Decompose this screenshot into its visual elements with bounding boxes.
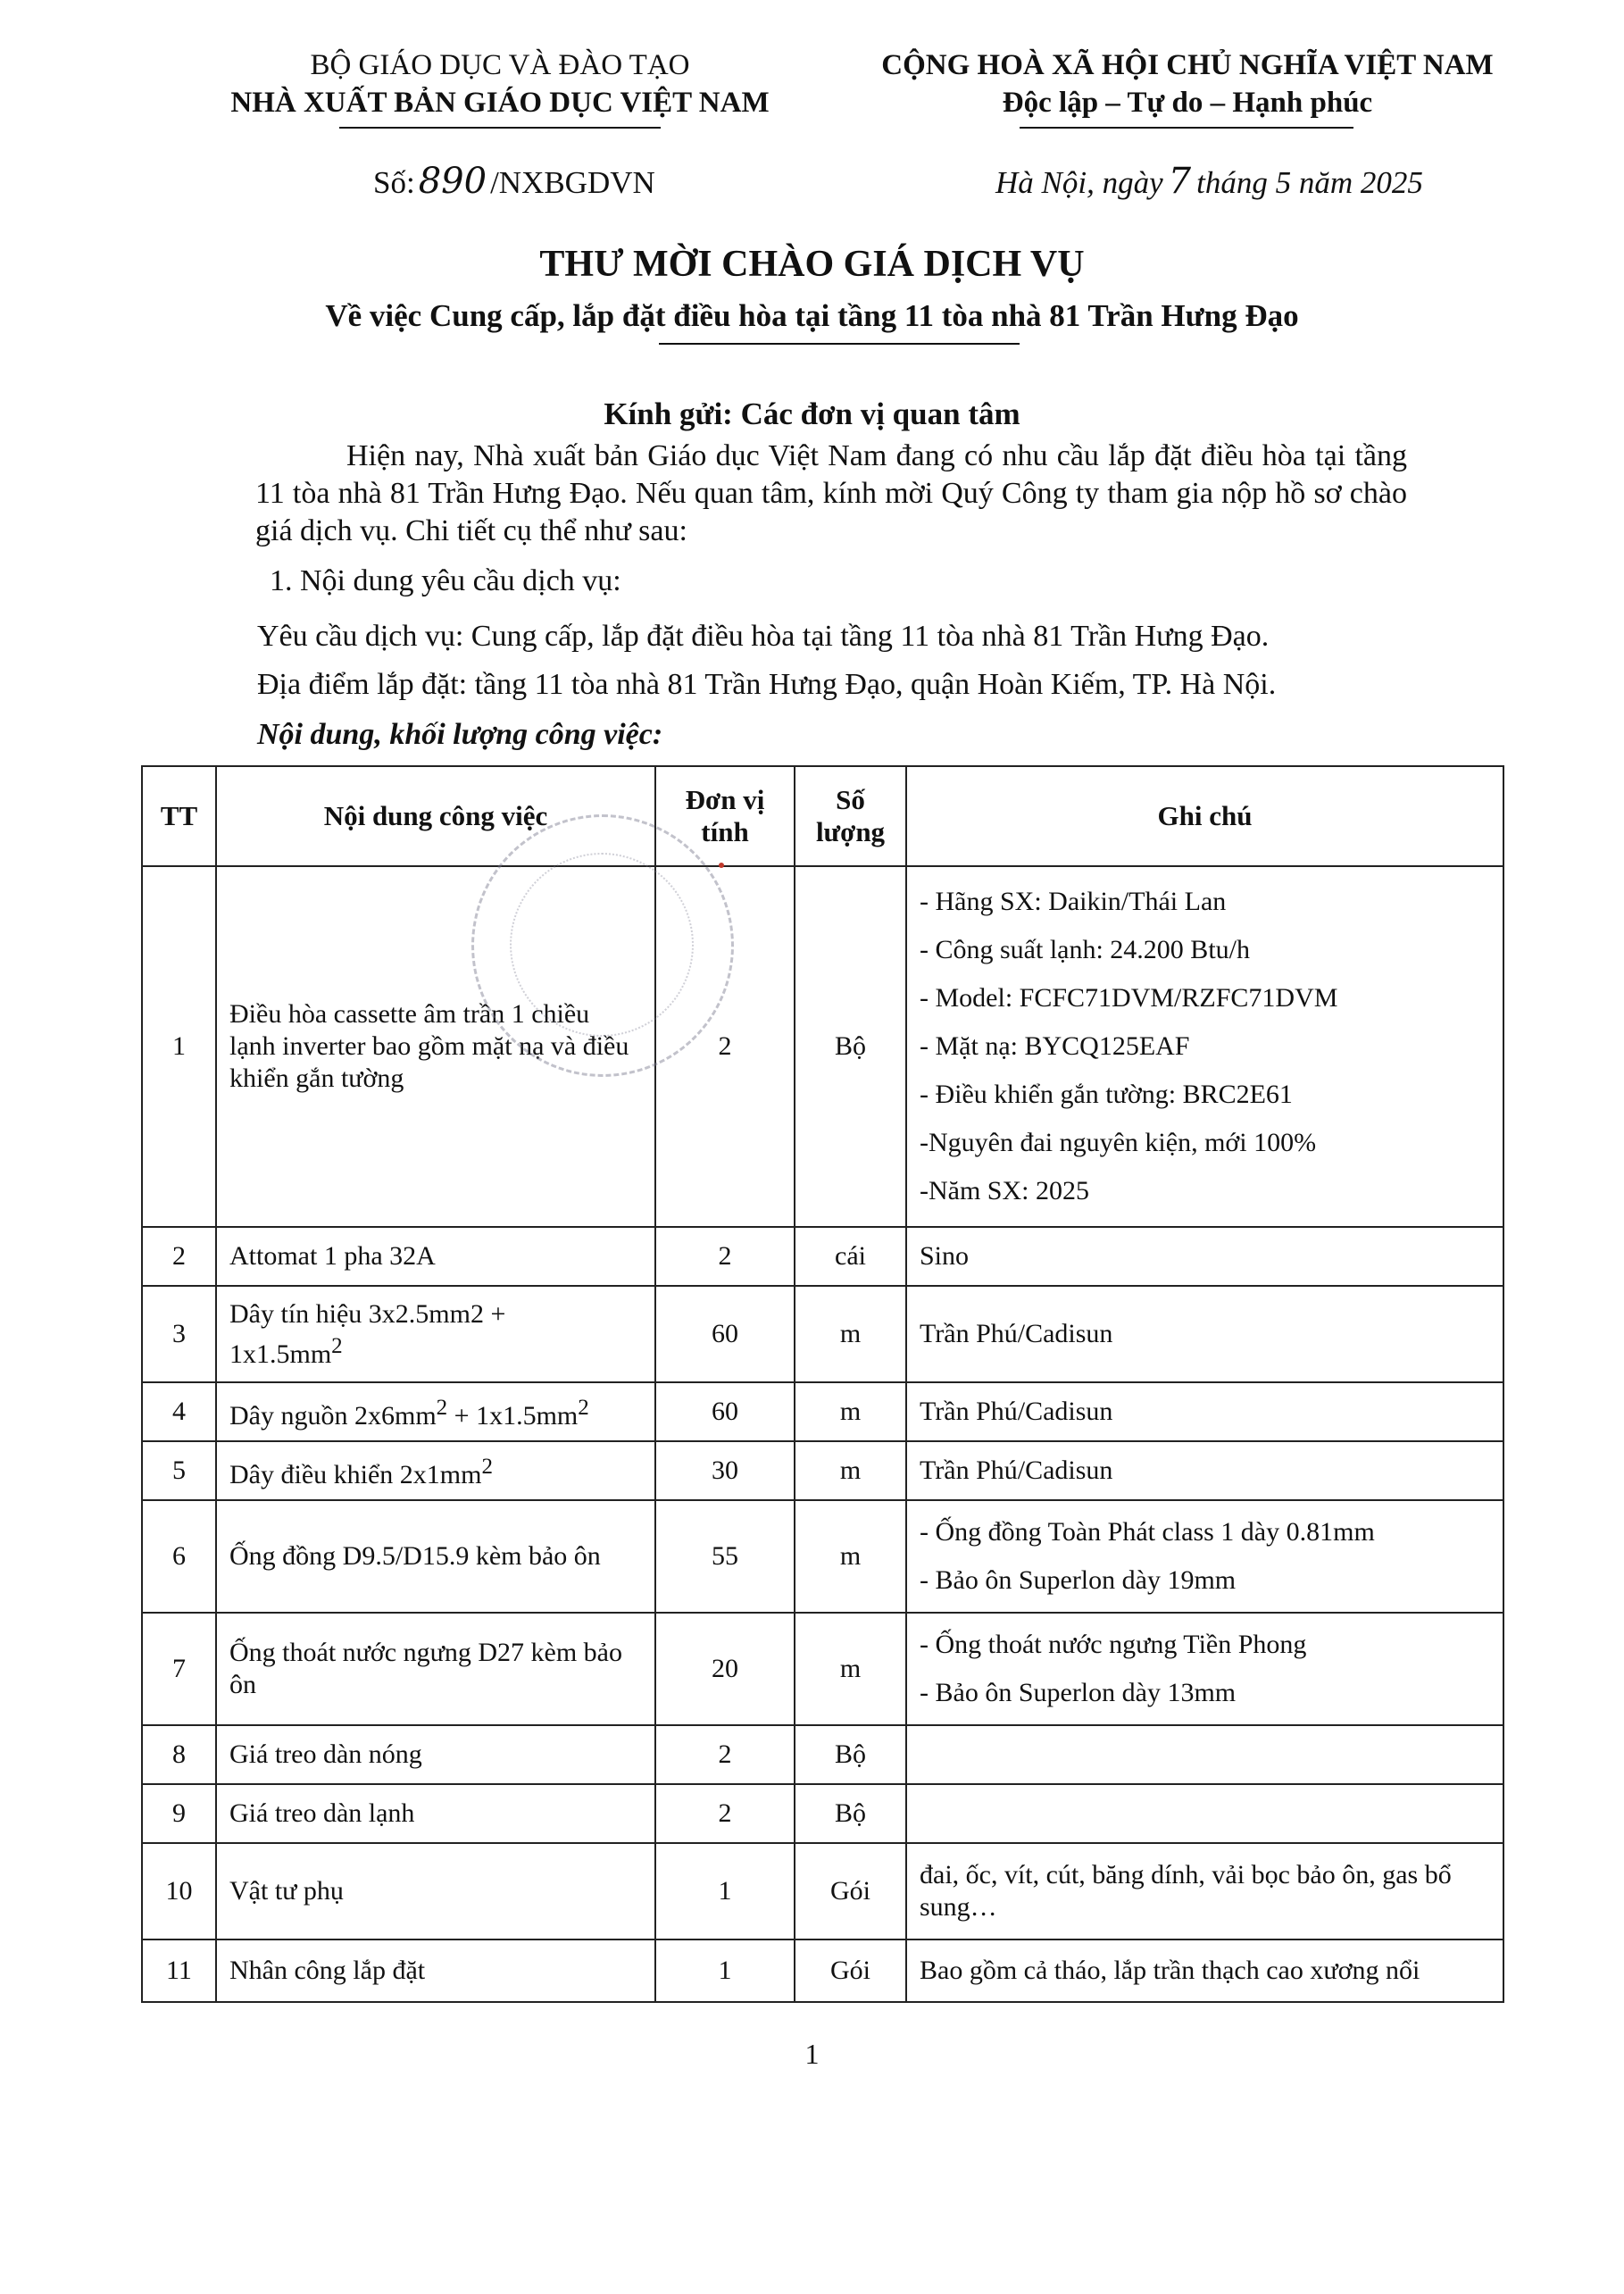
table-row bbox=[142, 1382, 1503, 1441]
table-row bbox=[142, 1725, 1503, 1784]
table-row bbox=[142, 1286, 1503, 1382]
org-name: NHÀ XUẤT BẢN GIÁO DỤC VIỆT NAM bbox=[230, 87, 770, 119]
row-content-sup: 2 bbox=[481, 1454, 493, 1479]
seal-inner-ring bbox=[510, 853, 694, 1037]
row-content: Ống đồng D9.5/D15.9 kèm bảo ôn bbox=[216, 1500, 655, 1613]
row-notes bbox=[906, 1500, 1503, 1613]
row-qty: 1 bbox=[655, 1939, 795, 2002]
note-line: - Hãng SX: Daikin/Thái Lan bbox=[920, 887, 1227, 916]
table-row bbox=[142, 1843, 1503, 1939]
row-qty: 55 bbox=[655, 1500, 795, 1613]
org-parent: BỘ GIÁO DỤC VÀ ĐÀO TẠO bbox=[310, 49, 690, 81]
row-unit: Gói bbox=[795, 1939, 906, 2002]
row-content-sup: 2 bbox=[331, 1333, 343, 1358]
row-content: Nhân công lắp đặt bbox=[216, 1939, 655, 2002]
row-tt: 7 bbox=[142, 1613, 216, 1725]
row-content bbox=[216, 1286, 655, 1382]
row-notes bbox=[906, 1725, 1503, 1784]
row-unit: m bbox=[795, 1441, 906, 1500]
row-content-text: 1x1.5mm bbox=[229, 1339, 332, 1369]
doc-number-suffix: /NXBGDVN bbox=[490, 165, 655, 200]
row-qty: 1 bbox=[655, 1843, 795, 1939]
national-header bbox=[839, 46, 1536, 121]
row-unit: Bộ bbox=[795, 1725, 906, 1784]
greeting: Kính gửi: Các đơn vị quan tâm bbox=[604, 396, 1020, 431]
row-unit: Bộ bbox=[795, 1784, 906, 1843]
work-table bbox=[141, 765, 1504, 2003]
note-line: - Model: FCFC71DVM/RZFC71DVM bbox=[920, 983, 1338, 1013]
row-content: Ống thoát nước ngưng D27 kèm bảo ôn bbox=[216, 1613, 655, 1725]
note-line: -Năm SX: 2025 bbox=[920, 1176, 1089, 1205]
motto-underline bbox=[1020, 127, 1353, 129]
row-notes: Bao gồm cả tháo, lắp trần thạch cao xương nổi bbox=[906, 1939, 1503, 2002]
page-number: 1 bbox=[804, 2038, 820, 2070]
row-qty: 2 bbox=[655, 1725, 795, 1784]
row-content bbox=[216, 1382, 655, 1441]
row-content-line1: Dây tín hiệu 3x2.5mm2 + bbox=[229, 1298, 506, 1329]
doc-number-value: 890 bbox=[418, 161, 487, 202]
header-note: Ghi chú bbox=[906, 766, 1503, 866]
table-header-row bbox=[142, 766, 1503, 866]
row-qty: 20 bbox=[655, 1613, 795, 1725]
subtitle-underline bbox=[659, 343, 1020, 345]
row-content: Attomat 1 pha 32A bbox=[216, 1227, 655, 1286]
row-notes: Sino bbox=[906, 1227, 1503, 1286]
row-qty: 2 bbox=[655, 1227, 795, 1286]
header-qty-line2: lượng bbox=[815, 816, 886, 847]
table-title: Nội dung, khối lượng công việc: bbox=[257, 718, 663, 751]
faint-seal-stamp bbox=[471, 814, 734, 1077]
doc-number-prefix: Số: bbox=[373, 165, 415, 200]
table-row bbox=[142, 1500, 1503, 1613]
org-underline bbox=[339, 127, 661, 129]
row-notes bbox=[906, 866, 1503, 1227]
row-tt: 5 bbox=[142, 1441, 216, 1500]
header-qty bbox=[795, 766, 906, 866]
row-notes: Trần Phú/Cadisun bbox=[906, 1441, 1503, 1500]
intro-text: Hiện nay, Nhà xuất bản Giáo dục Việt Nam đang có nhu cầu lắp đặt điều hòa tại tầng 11 tòa nhà 81 Trần Hưng Đạo. Nếu quan tâm, kính mời Quý Công ty tham gia nộp hồ sơ chào giá dịch vụ. Chi tiết cụ thể như sau: bbox=[255, 439, 1407, 547]
national-motto: Độc lập – Tự do – Hạnh phúc bbox=[1002, 87, 1373, 119]
row-unit: m bbox=[795, 1500, 906, 1613]
table-row bbox=[142, 1939, 1503, 2002]
table-row bbox=[142, 1784, 1503, 1843]
row-unit: m bbox=[795, 1613, 906, 1725]
row-tt: 9 bbox=[142, 1784, 216, 1843]
table-row bbox=[142, 1227, 1503, 1286]
row-notes: Trần Phú/Cadisun bbox=[906, 1382, 1503, 1441]
row-tt: 10 bbox=[142, 1843, 216, 1939]
row-notes bbox=[906, 1784, 1503, 1843]
date-suffix: tháng 5 năm 2025 bbox=[1196, 165, 1423, 200]
row-qty: 60 bbox=[655, 1382, 795, 1441]
section-1-heading: 1. Nội dung yêu cầu dịch vụ: bbox=[270, 564, 621, 597]
org-header bbox=[223, 46, 777, 121]
table-row bbox=[142, 1613, 1503, 1725]
row-unit: m bbox=[795, 1382, 906, 1441]
note-line: - Điều khiển gắn tường: BRC2E61 bbox=[920, 1080, 1293, 1109]
issue-date bbox=[995, 161, 1423, 202]
row-notes: đai, ốc, vít, cút, băng dính, vải bọc bảo ôn, gas bổ sung… bbox=[906, 1843, 1503, 1939]
row-content: Giá treo dàn lạnh bbox=[216, 1784, 655, 1843]
row-tt: 3 bbox=[142, 1286, 216, 1382]
row-qty: 2 bbox=[655, 1784, 795, 1843]
row-content-text: Dây nguồn 2x6mm bbox=[229, 1400, 437, 1431]
country-name: CỘNG HOÀ XÃ HỘI CHỦ NGHĨA VIỆT NAM bbox=[881, 49, 1494, 81]
row-unit: Gói bbox=[795, 1843, 906, 1939]
row-qty: 60 bbox=[655, 1286, 795, 1382]
row-content: Điều hòa cassette âm trần 1 chiều lạnh inverter bao gồm mặt nạ và điều khiển gắn tường bbox=[216, 866, 655, 1227]
document-subtitle: Về việc Cung cấp, lắp đặt điều hòa tại tầng 11 tòa nhà 81 Trần Hưng Đạo bbox=[325, 298, 1299, 333]
document-number bbox=[373, 161, 655, 202]
red-ink-dot bbox=[719, 863, 724, 868]
header-tt: TT bbox=[142, 766, 216, 866]
row-content-sup: 2 bbox=[436, 1395, 448, 1420]
note-line: - Ống đồng Toàn Phát class 1 dày 0.81mm bbox=[920, 1517, 1375, 1547]
header-qty-line1: Số bbox=[836, 784, 865, 815]
note-line: - Bảo ôn Superlon dày 19mm bbox=[920, 1565, 1237, 1595]
note-line: - Mặt nạ: BYCQ125EAF bbox=[920, 1031, 1190, 1061]
note-line: - Ống thoát nước ngưng Tiền Phong bbox=[920, 1630, 1307, 1659]
row-content-sup: 2 bbox=[578, 1395, 589, 1420]
row-tt: 4 bbox=[142, 1382, 216, 1441]
note-line: - Bảo ôn Superlon dày 13mm bbox=[920, 1678, 1237, 1707]
document-title: THƯ MỜI CHÀO GIÁ DỊCH VỤ bbox=[539, 244, 1085, 285]
row-tt: 11 bbox=[142, 1939, 216, 2002]
note-line: -Nguyên đai nguyên kiện, mới 100% bbox=[920, 1128, 1317, 1157]
row-content: Giá treo dàn nóng bbox=[216, 1725, 655, 1784]
row-content: Vật tư phụ bbox=[216, 1843, 655, 1939]
row-content-line2 bbox=[229, 1331, 642, 1371]
row-unit: cái bbox=[795, 1227, 906, 1286]
row-notes: Trần Phú/Cadisun bbox=[906, 1286, 1503, 1382]
install-location: Địa điểm lắp đặt: tầng 11 tòa nhà 81 Trần Hưng Đạo, quận Hoàn Kiếm, TP. Hà Nội. bbox=[257, 668, 1277, 701]
table-row bbox=[142, 1441, 1503, 1500]
header-content: Nội dung công việc bbox=[216, 766, 655, 866]
row-content-text: + 1x1.5mm bbox=[447, 1400, 579, 1431]
row-unit: Bộ bbox=[795, 866, 906, 1227]
header-unit-line1: Đơn vị bbox=[685, 784, 765, 815]
table-row bbox=[142, 866, 1503, 1227]
row-tt: 1 bbox=[142, 866, 216, 1227]
row-unit: m bbox=[795, 1286, 906, 1382]
date-day: 7 bbox=[1168, 161, 1192, 202]
row-tt: 8 bbox=[142, 1725, 216, 1784]
note-line: - Công suất lạnh: 24.200 Btu/h bbox=[920, 935, 1250, 964]
row-content-text: Dây điều khiển 2x1mm bbox=[229, 1459, 482, 1489]
row-tt: 2 bbox=[142, 1227, 216, 1286]
row-content bbox=[216, 1441, 655, 1500]
row-qty: 2 bbox=[655, 866, 795, 1227]
date-prefix: Hà Nội, ngày bbox=[995, 165, 1163, 200]
intro-paragraph bbox=[255, 438, 1407, 550]
row-tt: 6 bbox=[142, 1500, 216, 1613]
header-unit-line2: tính bbox=[701, 816, 749, 847]
row-notes bbox=[906, 1613, 1503, 1725]
row-qty: 30 bbox=[655, 1441, 795, 1500]
service-requirement: Yêu cầu dịch vụ: Cung cấp, lắp đặt điều hòa tại tầng 11 tòa nhà 81 Trần Hưng Đạo. bbox=[257, 620, 1270, 653]
